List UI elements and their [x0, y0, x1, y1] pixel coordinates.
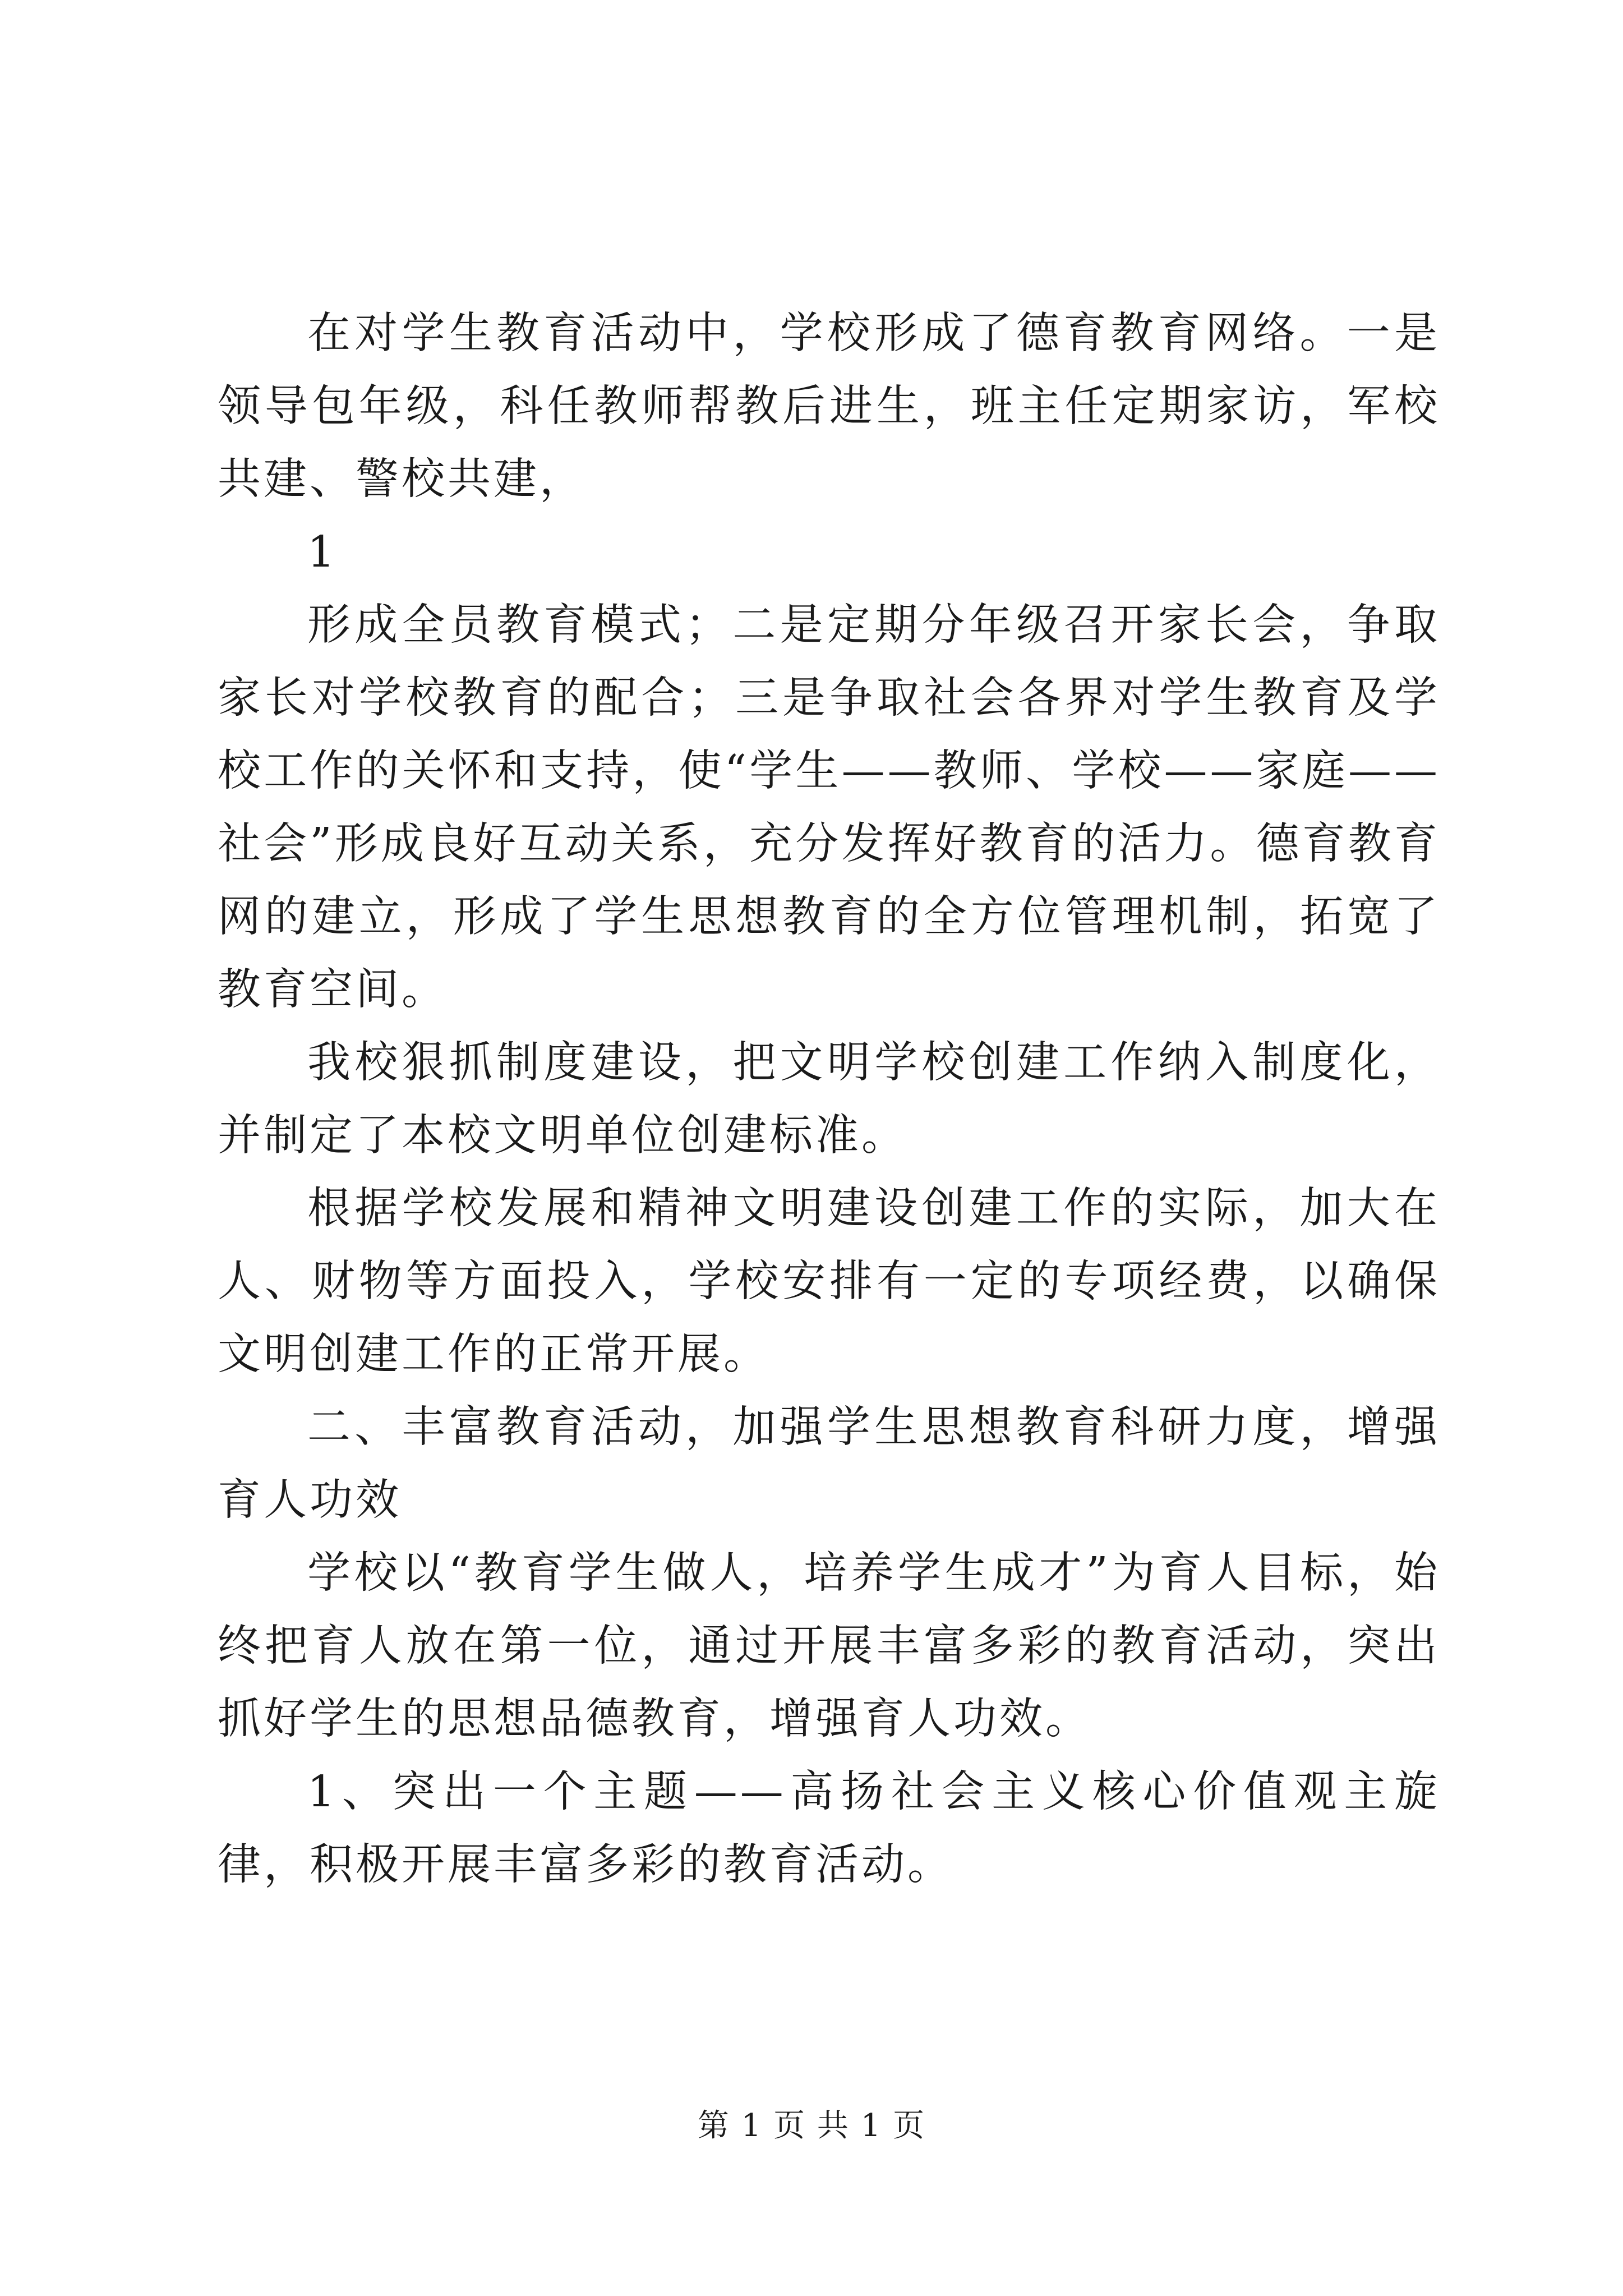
document-body: [218, 297, 1440, 1902]
paragraph-education-goal: 学校以“教育学生做人，培养学生成才”为育人目标，始终把育人放在第一位，通过开展丰富多彩的教育活动，突出抓好学生的思想品德教育，增强育人功效。: [218, 1548, 1440, 1744]
page-footer: 第 1 页 共 1 页: [697, 2108, 926, 2144]
paragraph-education-model: 形成全员教育模式；二是定期分年级召开家长会，争取家长对学校教育的配合；三是争取社会各界对学生教育及学校工作的关怀和支持，使“学生——教师、学校——家庭——社会”形成良好互动关系，充分发挥好教育的活力。德育教育网的建立，形成了学生思想教育的全方位管理机制，拓宽了教育空间。: [218, 600, 1440, 1015]
paragraph-education-network: 在对学生教育活动中，学校形成了德育教育网络。一是领导包年级，科任教师帮教后进生，班主任定期家访，军校共建、警校共建，: [218, 309, 1440, 504]
inline-page-number: 1: [307, 527, 335, 577]
paragraph-theme-1: 1、突出一个主题——高扬社会主义核心价值观主旋律，积极开展丰富多彩的教育活动。: [218, 1767, 1440, 1890]
paragraph-system-building: 我校狠抓制度建设，把文明学校创建工作纳入制度化，并制定了本校文明单位创建标准。: [218, 1038, 1440, 1161]
paragraph-investment: 根据学校发展和精神文明建设创建工作的实际，加大在人、财物等方面投入，学校安排有一定的专项经费，以确保文明创建工作的正常开展。: [218, 1184, 1440, 1379]
section-heading-2: 二、丰富教育活动，加强学生思想教育科研力度，增强育人功效: [218, 1402, 1440, 1525]
